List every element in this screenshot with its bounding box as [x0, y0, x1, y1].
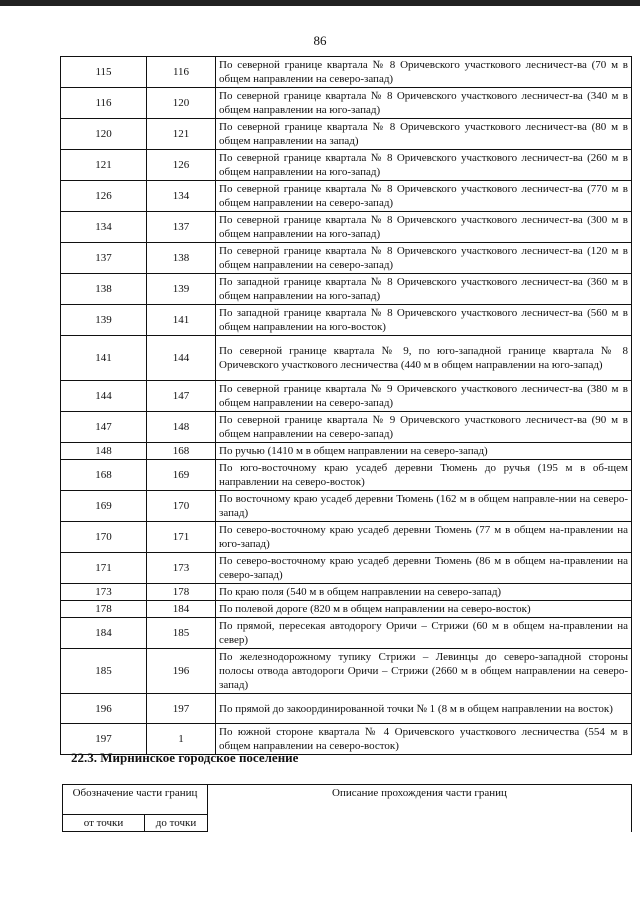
description-cell: По прямой, пересекая автодорогу Оричи – Стрижи (60 м в общем на-правлении на север) — [216, 618, 632, 649]
boundary-header-table — [62, 784, 632, 832]
description-cell: По западной границе квартала № 8 Оричевского участкового лесничест-ва (360 м в общем направлении на юго-запад) — [216, 274, 632, 305]
from-point-cell: 120 — [61, 119, 147, 150]
table-row — [61, 212, 632, 243]
from-point-cell: 138 — [61, 274, 147, 305]
from-point-cell: 170 — [61, 522, 147, 553]
to-point-cell: 137 — [147, 212, 216, 243]
table-row — [61, 150, 632, 181]
to-point-cell: 1 — [147, 724, 216, 755]
to-point-cell: 148 — [147, 412, 216, 443]
designation-header: Обозначение части границ — [63, 785, 208, 815]
section-heading: 22.3. Мирнинское городское поселение — [71, 750, 299, 765]
description-cell: По северной границе квартала № 8 Оричевского участкового лесничест-ва (300 м в общем направлении на юго-запад) — [216, 212, 632, 243]
description-cell: По северной границе квартала № 9, по юго-западной границе квартала № 8 Оричевского участкового лесничества (440 м в общем направлении на юго-запад) — [216, 336, 632, 381]
table-row — [61, 553, 632, 584]
table-row — [61, 88, 632, 119]
header-row — [63, 785, 632, 815]
description-cell: По прямой до закоординированной точки № 1 (8 м в общем направлении на восток) — [216, 694, 632, 724]
description-cell: По ручью (1410 м в общем направлении на северо-запад) — [216, 443, 632, 460]
to-point-cell: 169 — [147, 460, 216, 491]
from-point-cell: 126 — [61, 181, 147, 212]
to-point-cell: 173 — [147, 553, 216, 584]
table-row — [61, 522, 632, 553]
description-cell: По северо-восточному краю усадеб деревни Тюмень (77 м в общем на-правлении на юго-запад) — [216, 522, 632, 553]
to-point-cell: 197 — [147, 694, 216, 724]
to-point-cell: 147 — [147, 381, 216, 412]
to-point-cell: 116 — [147, 57, 216, 88]
description-cell: По северной границе квартала № 9 Оричевского участкового лесничест-ва (380 м в общем направлении на северо-запад) — [216, 381, 632, 412]
from-point-cell: 168 — [61, 460, 147, 491]
from-point-cell: 141 — [61, 336, 147, 381]
from-point-cell: 134 — [61, 212, 147, 243]
from-point-cell: 196 — [61, 694, 147, 724]
to-point-cell: 138 — [147, 243, 216, 274]
table-row — [61, 243, 632, 274]
from-point-cell: 169 — [61, 491, 147, 522]
from-point-cell: 137 — [61, 243, 147, 274]
to-point-cell: 196 — [147, 649, 216, 694]
to-point-cell: 144 — [147, 336, 216, 381]
table-row — [61, 181, 632, 212]
description-cell: По полевой дороге (820 м в общем направлении на северо-восток) — [216, 601, 632, 618]
table-row — [61, 491, 632, 522]
to-point-cell: 121 — [147, 119, 216, 150]
from-point-cell: 148 — [61, 443, 147, 460]
table-row — [61, 460, 632, 491]
from-point-cell: 116 — [61, 88, 147, 119]
boundary-table-body — [61, 57, 632, 755]
from-point-cell: 178 — [61, 601, 147, 618]
from-point-cell: 144 — [61, 381, 147, 412]
description-cell: По западной границе квартала № 8 Оричевского участкового лесничест-ва (560 м в общем направлении на юго-восток) — [216, 305, 632, 336]
table-row — [61, 336, 632, 381]
to-point-cell: 168 — [147, 443, 216, 460]
table-row — [61, 57, 632, 88]
description-cell: По северной границе квартала № 8 Оричевского участкового лесничест-ва (340 м в общем направлении на юго-запад) — [216, 88, 632, 119]
from-point-cell: 185 — [61, 649, 147, 694]
page-number: 86 — [313, 33, 327, 48]
table-row — [61, 274, 632, 305]
description-cell: По юго-восточному краю усадеб деревни Тюмень до ручья (195 м в об-щем направлении на северо-восток) — [216, 460, 632, 491]
table-row — [61, 694, 632, 724]
table-row — [61, 381, 632, 412]
table-row — [61, 649, 632, 694]
table-row — [61, 119, 632, 150]
table-row — [61, 601, 632, 618]
from-point-cell: 184 — [61, 618, 147, 649]
from-point-cell: 121 — [61, 150, 147, 181]
description-cell: По северной границе квартала № 9 Оричевского участкового лесничест-ва (90 м в общем направлении на северо-запад) — [216, 412, 632, 443]
to-point-cell: 185 — [147, 618, 216, 649]
description-cell: По восточному краю усадеб деревни Тюмень (162 м в общем направле-нии на северо-запад) — [216, 491, 632, 522]
description-cell: По северной границе квартала № 8 Оричевского участкового лесничест-ва (770 м в общем направлении на северо-запад) — [216, 181, 632, 212]
from-point-cell: 171 — [61, 553, 147, 584]
top-border-line — [0, 0, 640, 6]
table-row — [61, 584, 632, 601]
description-cell: По южной стороне квартала № 4 Оричевского участкового лесничества (554 м в общем направлении на северо-восток) — [216, 724, 632, 755]
from-point-header: от точки — [63, 815, 145, 832]
to-point-cell: 178 — [147, 584, 216, 601]
to-point-cell: 134 — [147, 181, 216, 212]
table-row — [61, 412, 632, 443]
to-point-header: до точки — [145, 815, 208, 832]
description-cell: По северо-восточному краю усадеб деревни Тюмень (86 м в общем на-правлении на северо-запад) — [216, 553, 632, 584]
table-row — [61, 618, 632, 649]
to-point-cell: 184 — [147, 601, 216, 618]
description-cell: По северной границе квартала № 8 Оричевского участкового лесничест-ва (70 м в общем направлении на северо-запад) — [216, 57, 632, 88]
description-header: Описание прохождения части границ — [208, 785, 632, 832]
description-cell: По северной границе квартала № 8 Оричевского участкового лесничест-ва (80 м в общем направлении на запад) — [216, 119, 632, 150]
table-row — [61, 305, 632, 336]
description-cell: По краю поля (540 м в общем направлении на северо-запад) — [216, 584, 632, 601]
to-point-cell: 126 — [147, 150, 216, 181]
to-point-cell: 171 — [147, 522, 216, 553]
from-point-cell: 115 — [61, 57, 147, 88]
from-point-cell: 197 — [61, 724, 147, 755]
description-cell: По железнодорожному тупику Стрижи – Левинцы до северо-западной стороны полосы отвода автодороги Оричи – Стрижи (2660 м в общем направлении на северо-запад) — [216, 649, 632, 694]
from-point-cell: 147 — [61, 412, 147, 443]
table-row — [61, 443, 632, 460]
to-point-cell: 170 — [147, 491, 216, 522]
to-point-cell: 120 — [147, 88, 216, 119]
from-point-cell: 139 — [61, 305, 147, 336]
to-point-cell: 139 — [147, 274, 216, 305]
to-point-cell: 141 — [147, 305, 216, 336]
description-cell: По северной границе квартала № 8 Оричевского участкового лесничест-ва (260 м в общем направлении на юго-запад) — [216, 150, 632, 181]
boundary-table — [60, 56, 632, 755]
from-point-cell: 173 — [61, 584, 147, 601]
description-cell: По северной границе квартала № 8 Оричевского участкового лесничест-ва (120 м в общем направлении на северо-запад) — [216, 243, 632, 274]
